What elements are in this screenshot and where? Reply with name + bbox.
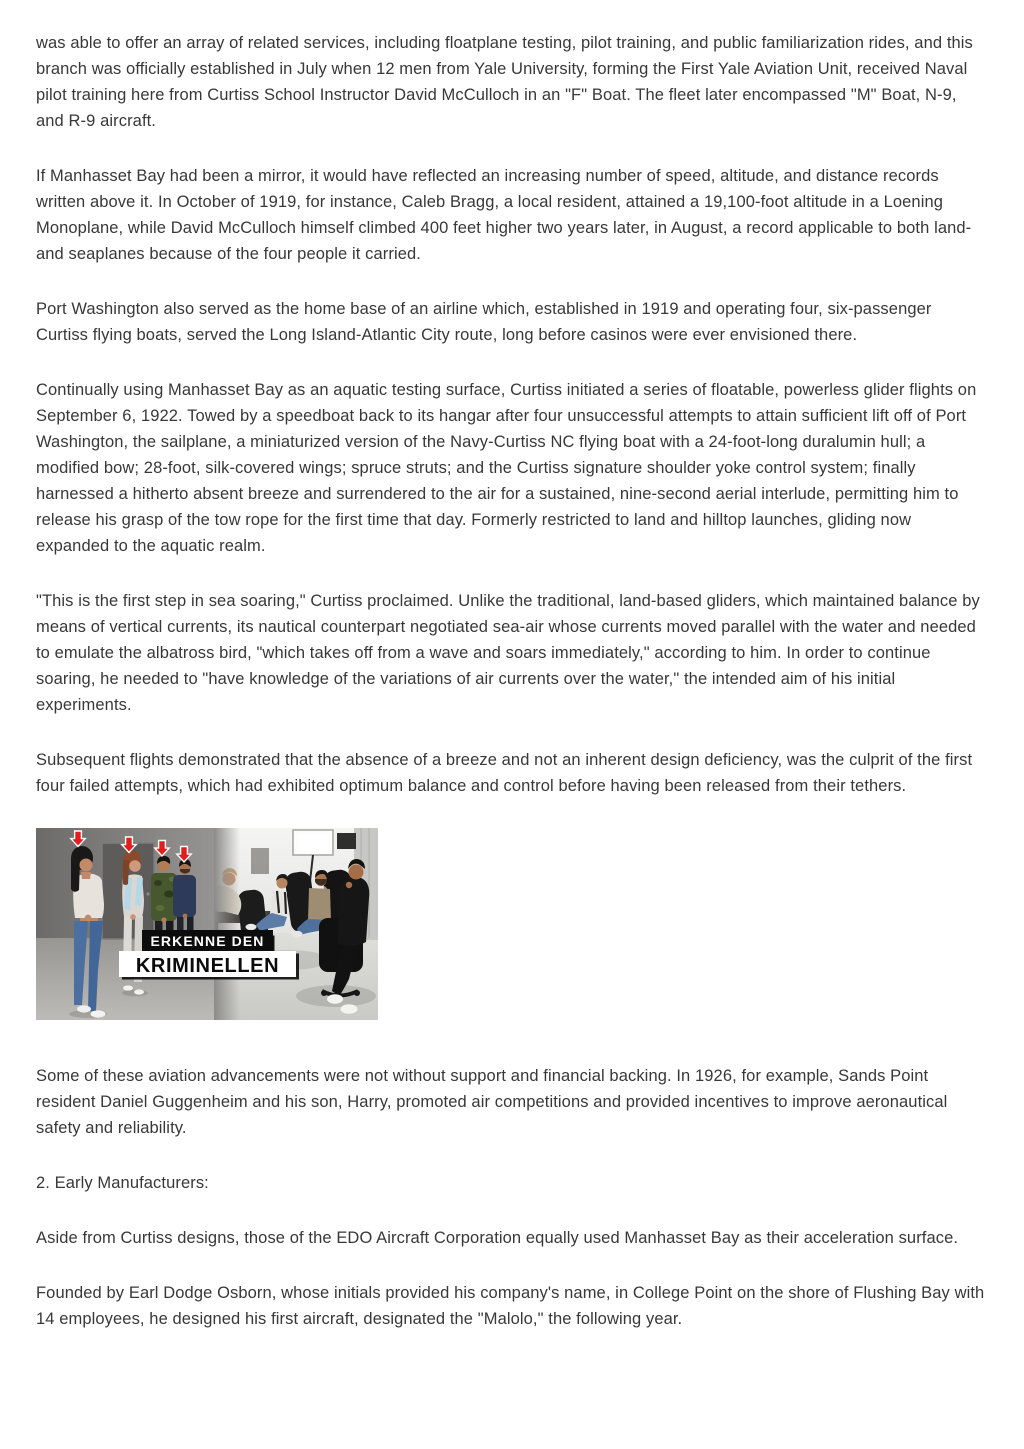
thumbnail-left-scene: [36, 828, 240, 1020]
paragraph: Continually using Manhasset Bay as an aquatic testing surface, Curtiss initiated a series of floatable, powerless glider flights on September 6, 1922. Towed by a speedboat back to its hangar after four unsuccessful attempts to attain sufficient lift off of Port Washington, the sailplane, a miniaturized version of the Navy-Curtiss NC flying boat with a 24-foot-long duralumin hull; a modified bow; 28-foot, silk-covered wings; spruce struts; and the Curtiss signature shoulder yoke control system; finally harnessed a hitherto absent breeze and surrendered to the air for a sustained, nine-second aerial interlude, permitting him to release his grasp of the tow rope for the first time that day. Formerly restricted to land and hilltop launches, gliding now expanded to the aquatic realm.: [36, 381, 977, 555]
paragraph: If Manhasset Bay had been a mirror, it would have reflected an increasing number of speed, altitude, and distance records written above it. In October of 1919, for instance, Caleb Bragg, a local resident, attained a 19,100-foot altitude in a Loening Monoplane, while David McCulloch himself climbed 400 feet higher two years later, in August, a record applicable to both land- and seaplanes because of the four people it carried.: [36, 167, 972, 263]
section-heading: 2. Early Manufacturers:: [36, 1174, 209, 1192]
paragraph: Subsequent flights demonstrated that the absence of a breeze and not an inherent design deficiency, was the culprit of the first four failed attempts, which had exhibited optimum balance and control before having been released from their tethers.: [36, 751, 973, 795]
thumbnail-overlay-text: [119, 930, 299, 980]
thumbnail-image: [36, 828, 378, 1020]
paragraph: Port Washington also served as the home base of an airline which, established in 1919 and operating four, six-passenger Curtiss flying boats, served the Long Island-Atlantic City route, long before casinos were ever envisioned there.: [36, 300, 932, 344]
paragraph: Founded by Earl Dodge Osborn, whose initials provided his company's name, in College Point on the shore of Flushing Bay with 14 employees, he designed his first aircraft, designated the "Malolo," the following year.: [36, 1284, 985, 1328]
embedded-video-thumbnail[interactable]: [36, 828, 378, 1020]
paragraph: was able to offer an array of related services, including floatplane testing, pilot training, and public familiarization rides, and this branch was officially established in July when 12 men from Yale University, forming the First Yale Aviation Unit, received Naval pilot training here from Curtiss School Instructor David McCulloch in an "F" Boat. The fleet later encompassed "M" Boat, N-9, and R-9 aircraft.: [36, 34, 973, 130]
overlay-text-bottom: KRIMINELLEN: [135, 955, 280, 977]
paragraph: "This is the first step in sea soaring," Curtiss proclaimed. Unlike the traditional, land-based gliders, which maintained balance by means of vertical currents, its nautical counterpart negotiated sea-air whose currents moved parallel with the water and needed to emulate the albatross bird, "which takes off from a wave and soars immediately," according to him. In order to continue soaring, he needed to "have knowledge of the variations of air currents over the water," the intended aim of his initial experiments.: [36, 592, 980, 714]
paragraph: Aside from Curtiss designs, those of the EDO Aircraft Corporation equally used Manhasset Bay as their acceleration surface.: [36, 1229, 959, 1247]
paragraph: Some of these aviation advancements were not without support and financial backing. In 1926, for example, Sands Point resident Daniel Guggenheim and his son, Harry, promoted air competitions and provided incentives to improve aeronautical safety and reliability.: [36, 1067, 948, 1137]
overlay-text-top: ERKENNE DEN: [150, 933, 265, 949]
